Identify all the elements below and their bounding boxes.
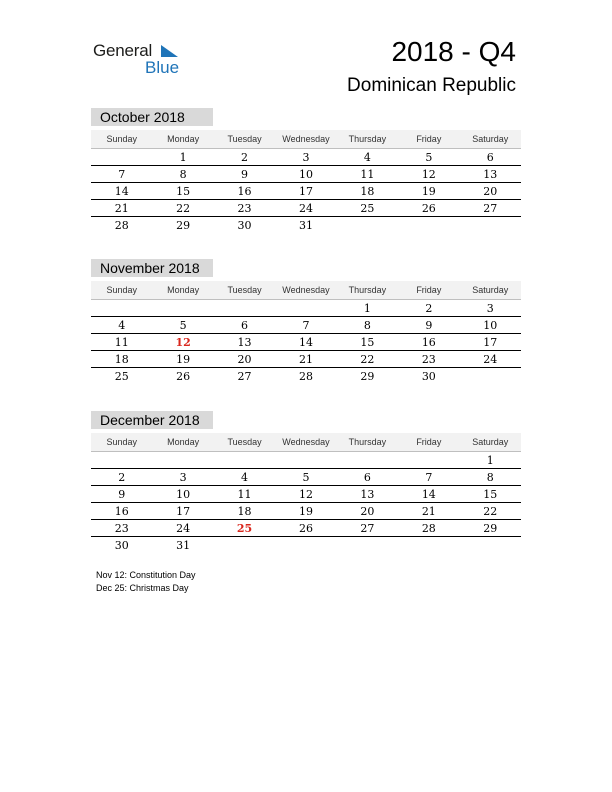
day-cell: 6 [241, 319, 249, 332]
day-cell: 16 [114, 505, 129, 518]
day-cell [152, 452, 213, 468]
day-cell: 24 [298, 202, 313, 215]
day-cell: 11 [114, 336, 129, 349]
weekday-label: Tuesday [227, 285, 262, 295]
month-title: December 2018 [91, 411, 213, 429]
day-cell: 21 [298, 353, 313, 366]
day-cell [398, 452, 459, 468]
weekday-label: Thursday [348, 134, 387, 144]
day-cell: 4 [363, 151, 371, 164]
weekday-label: Saturday [472, 437, 509, 447]
day-cell: 24 [483, 353, 498, 366]
week-row [91, 200, 521, 217]
day-cell: 1 [486, 454, 494, 467]
day-cell: 30 [237, 219, 252, 232]
month-block [91, 259, 521, 384]
day-cell [91, 149, 152, 165]
weekday-label: Tuesday [227, 437, 262, 447]
day-cell [214, 537, 275, 553]
weekday-label: Friday [416, 285, 442, 295]
day-cell [337, 452, 398, 468]
day-cell: 23 [237, 202, 252, 215]
week-row [91, 149, 521, 166]
weekday-header-row [91, 433, 521, 452]
day-cell: 3 [179, 471, 187, 484]
day-cell: 17 [483, 336, 498, 349]
day-cell: 22 [360, 353, 375, 366]
day-cell: 23 [421, 353, 436, 366]
logo-text-general: General [93, 41, 153, 60]
day-cell: 13 [483, 168, 498, 181]
day-cell: 19 [176, 353, 191, 366]
day-cell: 25 [360, 202, 375, 215]
weekday-label: Friday [416, 437, 442, 447]
day-cell: 9 [425, 319, 433, 332]
day-cell: 25 [114, 370, 129, 383]
day-cell [214, 452, 275, 468]
day-cell: 30 [421, 370, 436, 383]
day-cell: 2 [241, 151, 249, 164]
day-cell: 28 [114, 219, 129, 232]
month-block [91, 108, 521, 233]
day-cell: 14 [421, 488, 436, 501]
day-cell: 19 [421, 185, 436, 198]
day-cell: 22 [176, 202, 191, 215]
month-title: November 2018 [91, 259, 213, 277]
day-cell: 3 [486, 302, 494, 315]
day-cell: 18 [237, 505, 252, 518]
day-cell: 22 [483, 505, 498, 518]
day-cell: 18 [360, 185, 375, 198]
day-cell: 16 [237, 185, 252, 198]
day-cell: 30 [114, 539, 129, 552]
day-cell [398, 217, 459, 233]
day-cell: 5 [302, 471, 310, 484]
day-cell: 2 [118, 471, 126, 484]
day-cell: 6 [363, 471, 371, 484]
day-cell [152, 300, 213, 316]
day-cell: 15 [176, 185, 191, 198]
weekday-label: Wednesday [282, 285, 330, 295]
holiday-note: Nov 12: Constitution Day [96, 570, 196, 580]
day-cell [275, 452, 336, 468]
day-cell: 27 [483, 202, 498, 215]
day-cell: 7 [118, 168, 126, 181]
week-row [91, 300, 521, 317]
weekday-label: Sunday [106, 134, 137, 144]
day-cell: 5 [179, 319, 187, 332]
day-cell: 28 [298, 370, 313, 383]
day-cell: 4 [118, 319, 126, 332]
day-cell: 1 [179, 151, 187, 164]
week-row [91, 503, 521, 520]
day-cell: 2 [425, 302, 433, 315]
day-cell: 19 [298, 505, 313, 518]
week-row [91, 520, 521, 537]
day-cell: 29 [360, 370, 375, 383]
day-cell: 13 [237, 336, 252, 349]
weekday-header-row [91, 130, 521, 149]
day-cell: 3 [302, 151, 310, 164]
day-cell: 27 [360, 522, 375, 535]
week-row [91, 317, 521, 334]
day-cell: 6 [486, 151, 494, 164]
day-cell: 31 [298, 219, 313, 232]
day-cell: 28 [421, 522, 436, 535]
weekday-label: Thursday [348, 437, 387, 447]
day-cell: 17 [176, 505, 191, 518]
day-cell: 20 [483, 185, 498, 198]
day-cell [460, 537, 521, 553]
day-cell: 18 [114, 353, 129, 366]
weekday-label: Saturday [472, 285, 509, 295]
day-cell: 26 [298, 522, 313, 535]
week-row [91, 351, 521, 368]
day-cell: 26 [421, 202, 436, 215]
day-cell: 27 [237, 370, 252, 383]
page-title: 2018 - Q4 [391, 36, 516, 67]
weekday-label: Monday [167, 285, 200, 295]
generalblue-logo [93, 41, 193, 81]
day-cell [460, 217, 521, 233]
holiday-notes [96, 569, 196, 595]
week-row [91, 537, 521, 553]
day-cell: 12 [421, 168, 436, 181]
day-cell: 10 [298, 168, 313, 181]
day-cell: 12 [298, 488, 313, 501]
weekday-label: Saturday [472, 134, 509, 144]
day-cell [91, 452, 152, 468]
day-cell: 1 [363, 302, 371, 315]
week-row [91, 368, 521, 384]
weekday-label: Friday [416, 134, 442, 144]
day-cell [214, 300, 275, 316]
logo-text-blue: Blue [145, 58, 180, 77]
day-cell: 20 [360, 505, 375, 518]
day-cell: 15 [360, 336, 375, 349]
day-cell: 14 [114, 185, 129, 198]
day-cell: 21 [421, 505, 436, 518]
holiday-day-cell: 12 [175, 336, 191, 349]
week-row [91, 183, 521, 200]
holiday-day-cell: 25 [236, 522, 253, 535]
day-cell: 8 [179, 168, 187, 181]
week-row [91, 452, 521, 469]
day-cell: 7 [302, 319, 310, 332]
day-cell: 21 [114, 202, 129, 215]
weekday-label: Tuesday [227, 134, 262, 144]
day-cell: 23 [114, 522, 129, 535]
day-cell [337, 217, 398, 233]
month-block [91, 411, 521, 553]
day-cell: 17 [298, 185, 313, 198]
day-cell: 20 [237, 353, 252, 366]
day-cell [337, 537, 398, 553]
day-cell: 8 [363, 319, 371, 332]
day-cell: 7 [425, 471, 433, 484]
day-cell [275, 537, 336, 553]
weekday-label: Wednesday [282, 437, 330, 447]
weekday-label: Thursday [348, 285, 387, 295]
weekday-header-row [91, 281, 521, 300]
week-row [91, 217, 521, 233]
day-cell: 24 [176, 522, 191, 535]
weekday-label: Monday [167, 437, 200, 447]
week-row [91, 486, 521, 503]
day-cell: 13 [360, 488, 375, 501]
day-cell: 29 [483, 522, 498, 535]
day-cell: 15 [483, 488, 498, 501]
day-cell: 10 [483, 319, 498, 332]
month-title: October 2018 [91, 108, 213, 126]
day-cell: 11 [237, 488, 252, 501]
day-cell: 11 [360, 168, 375, 181]
day-cell: 10 [176, 488, 191, 501]
day-cell [275, 300, 336, 316]
country-name: Dominican Republic [347, 75, 516, 96]
day-cell [91, 300, 152, 316]
week-row [91, 469, 521, 486]
day-cell: 26 [176, 370, 191, 383]
day-cell: 9 [241, 168, 249, 181]
weekday-label: Sunday [106, 437, 137, 447]
day-cell: 29 [176, 219, 191, 232]
day-cell: 16 [421, 336, 436, 349]
day-cell: 8 [486, 471, 494, 484]
day-cell: 31 [176, 539, 191, 552]
day-cell [398, 537, 459, 553]
holiday-note: Dec 25: Christmas Day [96, 583, 189, 593]
day-cell: 9 [118, 488, 126, 501]
weekday-label: Monday [167, 134, 200, 144]
weekday-label: Sunday [106, 285, 137, 295]
weekday-label: Wednesday [282, 134, 330, 144]
week-row [91, 166, 521, 183]
day-cell: 5 [425, 151, 433, 164]
day-cell [460, 368, 521, 384]
logo-triangle-icon [159, 44, 179, 58]
day-cell: 14 [298, 336, 313, 349]
week-row [91, 334, 521, 351]
day-cell: 4 [241, 471, 249, 484]
